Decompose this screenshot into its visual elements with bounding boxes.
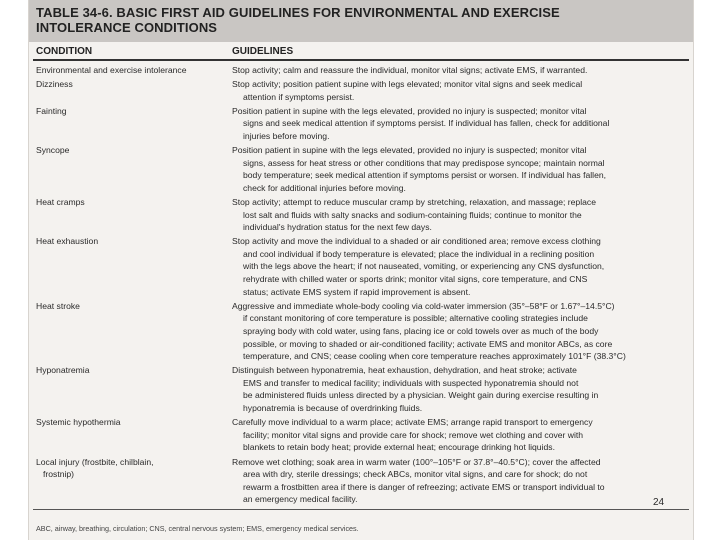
guideline-line: Distinguish between hyponatremia, heat exhaustion, dehydration, and heat stroke; activate [232, 365, 577, 376]
header-rule [33, 59, 689, 61]
guideline-line: Carefully move individual to a warm place; activate EMS; arrange rapid transport to emergency [232, 417, 593, 428]
guideline-line: injuries before moving. [243, 130, 330, 141]
guideline-line: attention if symptoms persist. [243, 91, 355, 102]
guideline-line: be administered fluids unless directed by a physician. Weight gain during exercise resulting in [243, 390, 599, 401]
guidelines-cell [232, 78, 687, 103]
condition-cell [36, 196, 221, 209]
condition-cell [36, 416, 221, 429]
condition-cell [36, 64, 221, 77]
guideline-line: individual's hydration status for the next few days. [243, 222, 432, 233]
guideline-line: Stop activity; position patient supine with legs elevated; monitor vital signs and seek medical [232, 79, 583, 90]
guideline-line: Position patient in supine with the legs elevated, provided no injury is suspected; monitor vital [232, 105, 587, 116]
guideline-line: signs and seek medical attention if symptoms persist. If individual has fallen, check for additional [243, 118, 610, 129]
condition-cell [36, 235, 221, 248]
guideline-line: blankets to retain body heat; provide external heat; encourage drinking hot liquids. [243, 442, 555, 453]
guideline-line: if constant monitoring of core temperature is possible; alternative cooling strategies include [243, 313, 588, 324]
column-header-guidelines: GUIDELINES [232, 46, 294, 57]
guideline-line: rewarm a frostbitten area if there is danger of refreezing; activate EMS or transport individual to [243, 481, 605, 492]
table-title [36, 5, 676, 35]
guidelines-cell [232, 144, 687, 194]
guideline-line: rehydrate with chilled water or sports drink; monitor vital signs, core temperature, and CNS [243, 274, 588, 285]
table-footnote: ABC, airway, breathing, circulation; CNS, central nervous system; EMS, emergency medical services. [36, 524, 359, 533]
guideline-line: signs, assess for heat stress or other conditions that may predispose syncope; maintain normal [243, 157, 605, 168]
condition-text: Hyponatremia [36, 365, 90, 376]
guideline-line: EMS and transfer to medical facility; individuals with suspected hyponatremia should not [243, 377, 579, 388]
page-number: 24 [653, 497, 665, 508]
guideline-line: hyponatremia is because of overdrinking fluids. [243, 403, 423, 414]
guidelines-cell [232, 300, 687, 363]
condition-cell [36, 144, 221, 157]
guideline-line: status; activate EMS system if rapid improvement is absent. [243, 286, 471, 297]
condition-text: Heat cramps [36, 197, 85, 207]
guideline-line: lost salt and fluids with salty snacks and sodium-containing fluids; continue to monitor the [243, 209, 582, 220]
guideline-line: Stop activity and move the individual to a shaded or air conditioned area; remove excess clothing [232, 236, 601, 247]
condition-text: Heat stroke [36, 300, 80, 311]
guideline-line: Stop activity; calm and reassure the individual, monitor vital signs; activate EMS, if warranted. [232, 65, 588, 75]
condition-text: Dizziness [36, 79, 73, 90]
condition-cell [36, 78, 221, 91]
condition-text: Environmental and exercise intolerance [36, 65, 187, 75]
guideline-line: possible, or moving to shaded or air-conditioned facility; activate EMS and monitor ABCs, as core [243, 338, 613, 349]
textbook-page [28, 0, 694, 540]
condition-text: Heat exhaustion [36, 236, 99, 247]
guideline-line: an emergency medical facility. [243, 494, 358, 505]
column-header-condition: CONDITION [36, 46, 93, 57]
guideline-line: Remove wet clothing; soak area in warm water (100°–105°F or 37.8°–40.5°C); cover the affected [232, 456, 601, 467]
condition-text: frostnip) [43, 469, 75, 480]
guideline-line: Stop activity; attempt to reduce muscular cramp by stretching, relaxation, and massage; replace [232, 197, 596, 207]
guideline-line: with the legs above the heart; if not nauseated, vomiting, or experiencing any CNS dysfunction, [243, 261, 605, 272]
condition-cell [36, 456, 221, 481]
guideline-line: check for additional injuries before moving. [243, 182, 406, 193]
guideline-line: Position patient in supine with the legs elevated, provided no injury is suspected; monitor vital [232, 145, 587, 156]
condition-cell [36, 105, 221, 118]
guidelines-cell [232, 364, 687, 414]
guideline-line: spraying body with cold water, using fans, placing ice or cold towels over as much of the body [243, 325, 599, 336]
condition-text: Fainting [36, 105, 67, 116]
guidelines-cell [232, 105, 687, 143]
guideline-line: and cool individual if body temperature is elevated; place the individual in a reclining position [243, 248, 595, 259]
table-title-line-2: INTOLERANCE CONDITIONS [36, 20, 218, 35]
condition-text: Syncope [36, 145, 70, 156]
guideline-line: area with dry, sterile dressings; check ABCs, monitor vital signs, and care for shock; do not [243, 469, 588, 480]
guidelines-cell [232, 64, 687, 77]
guidelines-cell [232, 235, 687, 298]
guidelines-cell [232, 456, 687, 506]
guideline-line: facility; monitor vital signs and provide care for shock; remove wet clothing and cover with [243, 429, 584, 440]
table-title-band [29, 0, 693, 42]
table-bottom-rule [33, 509, 689, 510]
guidelines-cell [232, 196, 687, 234]
table-title-line-1: TABLE 34-6. BASIC FIRST AID GUIDELINES FOR ENVIRONMENTAL AND EXERCISE [36, 5, 560, 20]
condition-text: Local injury (frostbite, chilblain, [36, 456, 154, 467]
guideline-line: temperature, and CNS; cease cooling when core temperature reaches approximately 101°F (38.3°C) [243, 351, 626, 362]
guideline-line: body temperature; seek medical attention if symptoms persist or worsen. If individual has fallen, [243, 170, 607, 181]
guideline-line: Aggressive and immediate whole-body cooling via cold-water immersion (35°–58°F or 1.67°–14.5°C) [232, 300, 615, 311]
guidelines-cell [232, 416, 687, 454]
condition-cell [36, 364, 221, 377]
condition-cell [36, 300, 221, 313]
condition-text: Systemic hypothermia [36, 417, 121, 428]
